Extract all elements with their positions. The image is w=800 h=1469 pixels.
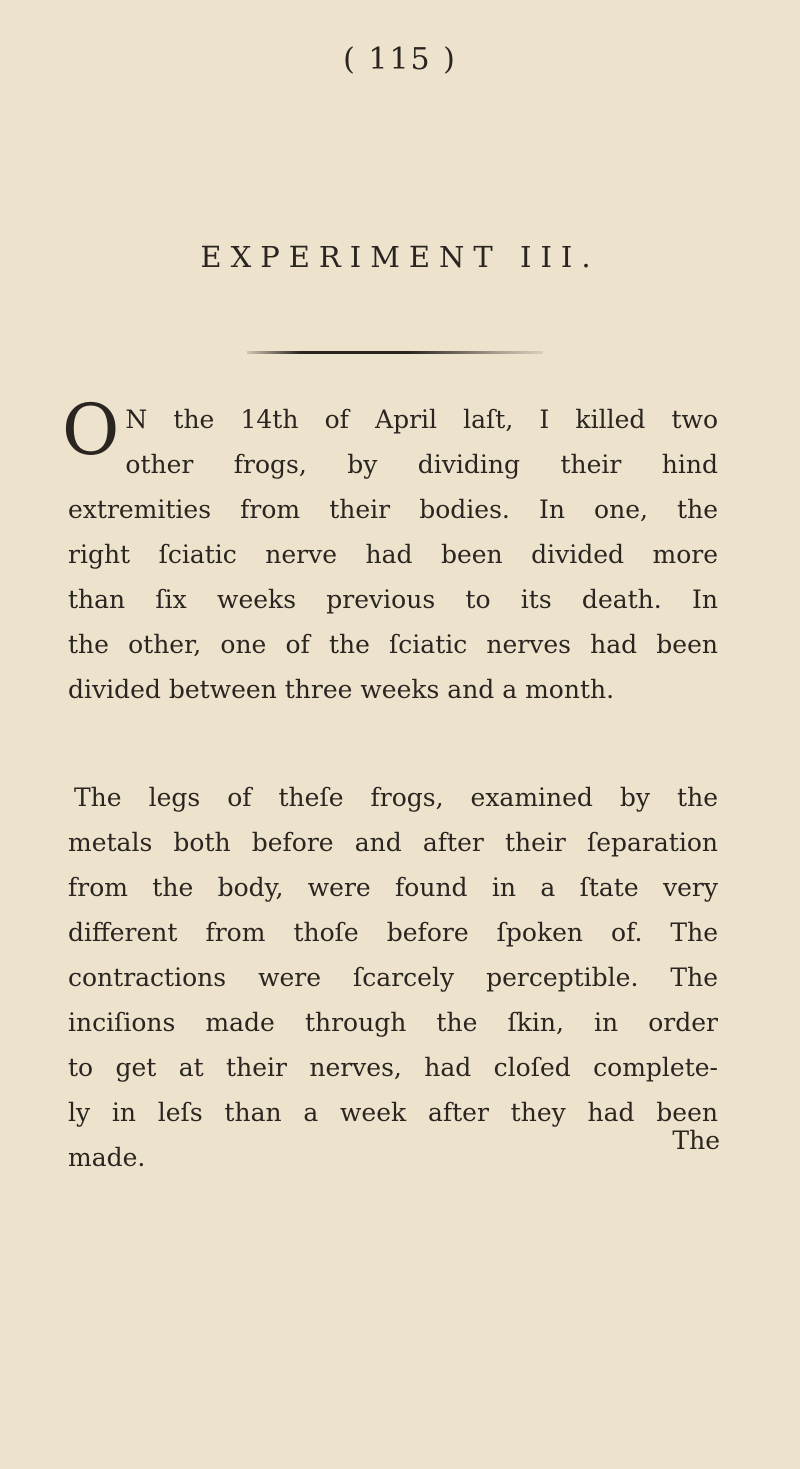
text-line: different from thoſe before ſpoken of. The <box>68 918 718 947</box>
text-line: made. <box>68 1143 146 1172</box>
text-line: ly in leſs than a week after they had been <box>68 1098 718 1127</box>
paragraph-2 <box>68 775 718 1180</box>
text-line: than ſix weeks previous to its death. In <box>68 585 718 614</box>
drop-cap: O <box>62 389 120 471</box>
text-line: N the 14th of April laſt, I killed two <box>125 405 718 434</box>
text-line: metals both before and after their ſeparation <box>68 828 718 857</box>
text-line: contractions were ſcarcely perceptible. The <box>68 963 718 992</box>
page-number: ( 115 ) <box>343 42 457 77</box>
text-line: other frogs, by dividing their hind <box>125 450 718 479</box>
text-line: to get at their nerves, had cloſed complete- <box>68 1053 718 1082</box>
text-line: from the body, were found in a ſtate very <box>68 873 718 902</box>
text-line: extremities from their bodies. In one, the <box>68 495 718 524</box>
experiment-heading: EXPERIMENT III. <box>200 240 600 274</box>
paragraph-1 <box>62 389 718 712</box>
text-line: The legs of theſe frogs, examined by the <box>74 783 718 812</box>
text-line: inciſions made through the ſkin, in order <box>68 1008 718 1037</box>
decorative-rule <box>247 351 543 354</box>
text-line: divided between three weeks and a month. <box>68 675 615 704</box>
text-line: the other, one of the ſciatic nerves had been <box>68 630 718 659</box>
text-line: right ſciatic nerve had been divided more <box>68 540 718 569</box>
catchword: The <box>672 1126 720 1155</box>
